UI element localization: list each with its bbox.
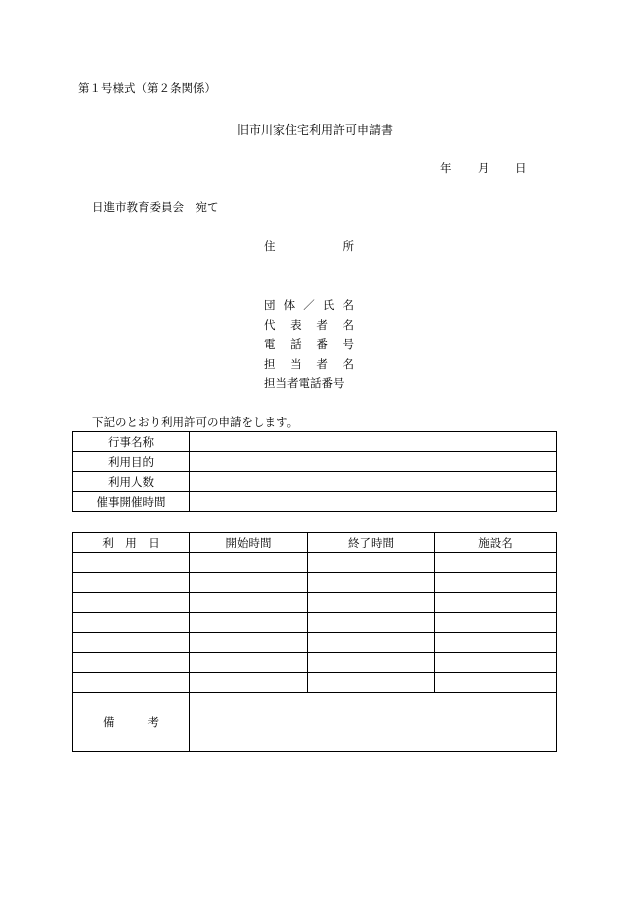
date-year-label: 年 xyxy=(440,161,452,175)
usage-date-cell[interactable] xyxy=(73,593,190,613)
intro-text: 下記のとおり利用許可の申請をします。 xyxy=(92,415,299,429)
table-row xyxy=(73,573,557,593)
facility-name-cell[interactable] xyxy=(435,673,557,693)
event-hours-label: 催事開催時間 xyxy=(73,492,190,512)
table-row xyxy=(73,593,557,613)
facility-name-cell[interactable] xyxy=(435,613,557,633)
start-time-cell[interactable] xyxy=(190,633,308,653)
end-time-cell[interactable] xyxy=(308,653,435,673)
remarks-field[interactable] xyxy=(190,693,557,752)
label-char: ／ xyxy=(303,298,315,312)
usage-date-cell[interactable] xyxy=(73,633,190,653)
applicant-contact-label xyxy=(264,356,354,372)
purpose-field[interactable] xyxy=(190,452,557,472)
end-time-cell[interactable] xyxy=(308,553,435,573)
label-char: 名 xyxy=(342,298,354,312)
remarks-label-cell xyxy=(73,693,190,752)
usage-date-cell[interactable] xyxy=(73,613,190,633)
label-char: 名 xyxy=(342,318,354,332)
facility-name-cell[interactable] xyxy=(435,573,557,593)
form-number: 第１号様式（第２条関係） xyxy=(78,81,216,95)
end-time-cell[interactable] xyxy=(308,573,435,593)
table-row xyxy=(73,492,557,512)
label-char: 担 xyxy=(264,357,276,371)
end-time-cell[interactable] xyxy=(308,673,435,693)
usage-date-cell[interactable] xyxy=(73,553,190,573)
label-char: 番 xyxy=(316,337,328,351)
start-time-cell[interactable] xyxy=(190,553,308,573)
attendees-field[interactable] xyxy=(190,472,557,492)
label-char: 体 xyxy=(283,298,296,312)
table-row xyxy=(73,452,557,472)
label-char: 者 xyxy=(316,357,328,371)
start-time-cell[interactable] xyxy=(190,593,308,613)
label-char: 当 xyxy=(290,357,302,371)
event-name-field[interactable] xyxy=(190,432,557,452)
header-facility-name: 施設名 xyxy=(435,533,557,553)
table-row xyxy=(73,653,557,673)
start-time-cell[interactable] xyxy=(190,653,308,673)
facility-name-cell[interactable] xyxy=(435,553,557,573)
usage-date-cell[interactable] xyxy=(73,653,190,673)
remarks-row xyxy=(73,693,557,752)
start-time-cell[interactable] xyxy=(190,613,308,633)
facility-name-cell[interactable] xyxy=(435,633,557,653)
label-char: 名 xyxy=(342,357,354,371)
table-row xyxy=(73,613,557,633)
event-info-table xyxy=(72,431,557,512)
table-row xyxy=(73,633,557,653)
usage-date-cell[interactable] xyxy=(73,673,190,693)
label-char: 電 xyxy=(264,337,276,351)
event-name-label: 行事名称 xyxy=(73,432,190,452)
label-char: 表 xyxy=(290,318,302,332)
facility-name-cell[interactable] xyxy=(435,593,557,613)
applicant-org-name-label xyxy=(264,297,354,313)
event-hours-field[interactable] xyxy=(190,492,557,512)
addressee: 日進市教育委員会 宛て xyxy=(92,200,219,214)
table-row xyxy=(73,673,557,693)
end-time-cell[interactable] xyxy=(308,613,435,633)
usage-date-cell[interactable] xyxy=(73,573,190,593)
start-time-cell[interactable] xyxy=(190,573,308,593)
attendees-label: 利用人数 xyxy=(73,472,190,492)
remarks-label xyxy=(103,714,159,730)
applicant-contact-phone-label: 担当者電話番号 xyxy=(264,376,345,390)
schedule-table xyxy=(72,532,557,752)
label-char: 者 xyxy=(316,318,328,332)
applicant-representative-label xyxy=(264,317,354,333)
header-end-time: 終了時間 xyxy=(308,533,435,553)
purpose-label: 利用目的 xyxy=(73,452,190,472)
table-row xyxy=(73,553,557,573)
label-char: 氏 xyxy=(322,298,335,312)
label-char: 代 xyxy=(264,318,276,332)
date-month-label: 月 xyxy=(478,161,490,175)
table-row xyxy=(73,472,557,492)
end-time-cell[interactable] xyxy=(308,593,435,613)
header-usage-date: 利 用 日 xyxy=(73,533,190,553)
applicant-address-label xyxy=(264,238,354,254)
label-char: 考 xyxy=(147,715,159,729)
date-day-label: 日 xyxy=(515,161,527,175)
label-char: 号 xyxy=(342,337,354,351)
label-char: 話 xyxy=(290,337,302,351)
label-char: 住 xyxy=(264,239,276,253)
table-header-row xyxy=(73,533,557,553)
facility-name-cell[interactable] xyxy=(435,653,557,673)
end-time-cell[interactable] xyxy=(308,633,435,653)
document-title: 旧市川家住宅利用許可申請書 xyxy=(236,123,393,137)
label-char: 備 xyxy=(103,715,115,729)
header-start-time: 開始時間 xyxy=(190,533,308,553)
start-time-cell[interactable] xyxy=(190,673,308,693)
label-char: 団 xyxy=(264,298,276,312)
label-char: 所 xyxy=(342,239,354,253)
table-row xyxy=(73,432,557,452)
applicant-phone-label xyxy=(264,336,354,352)
